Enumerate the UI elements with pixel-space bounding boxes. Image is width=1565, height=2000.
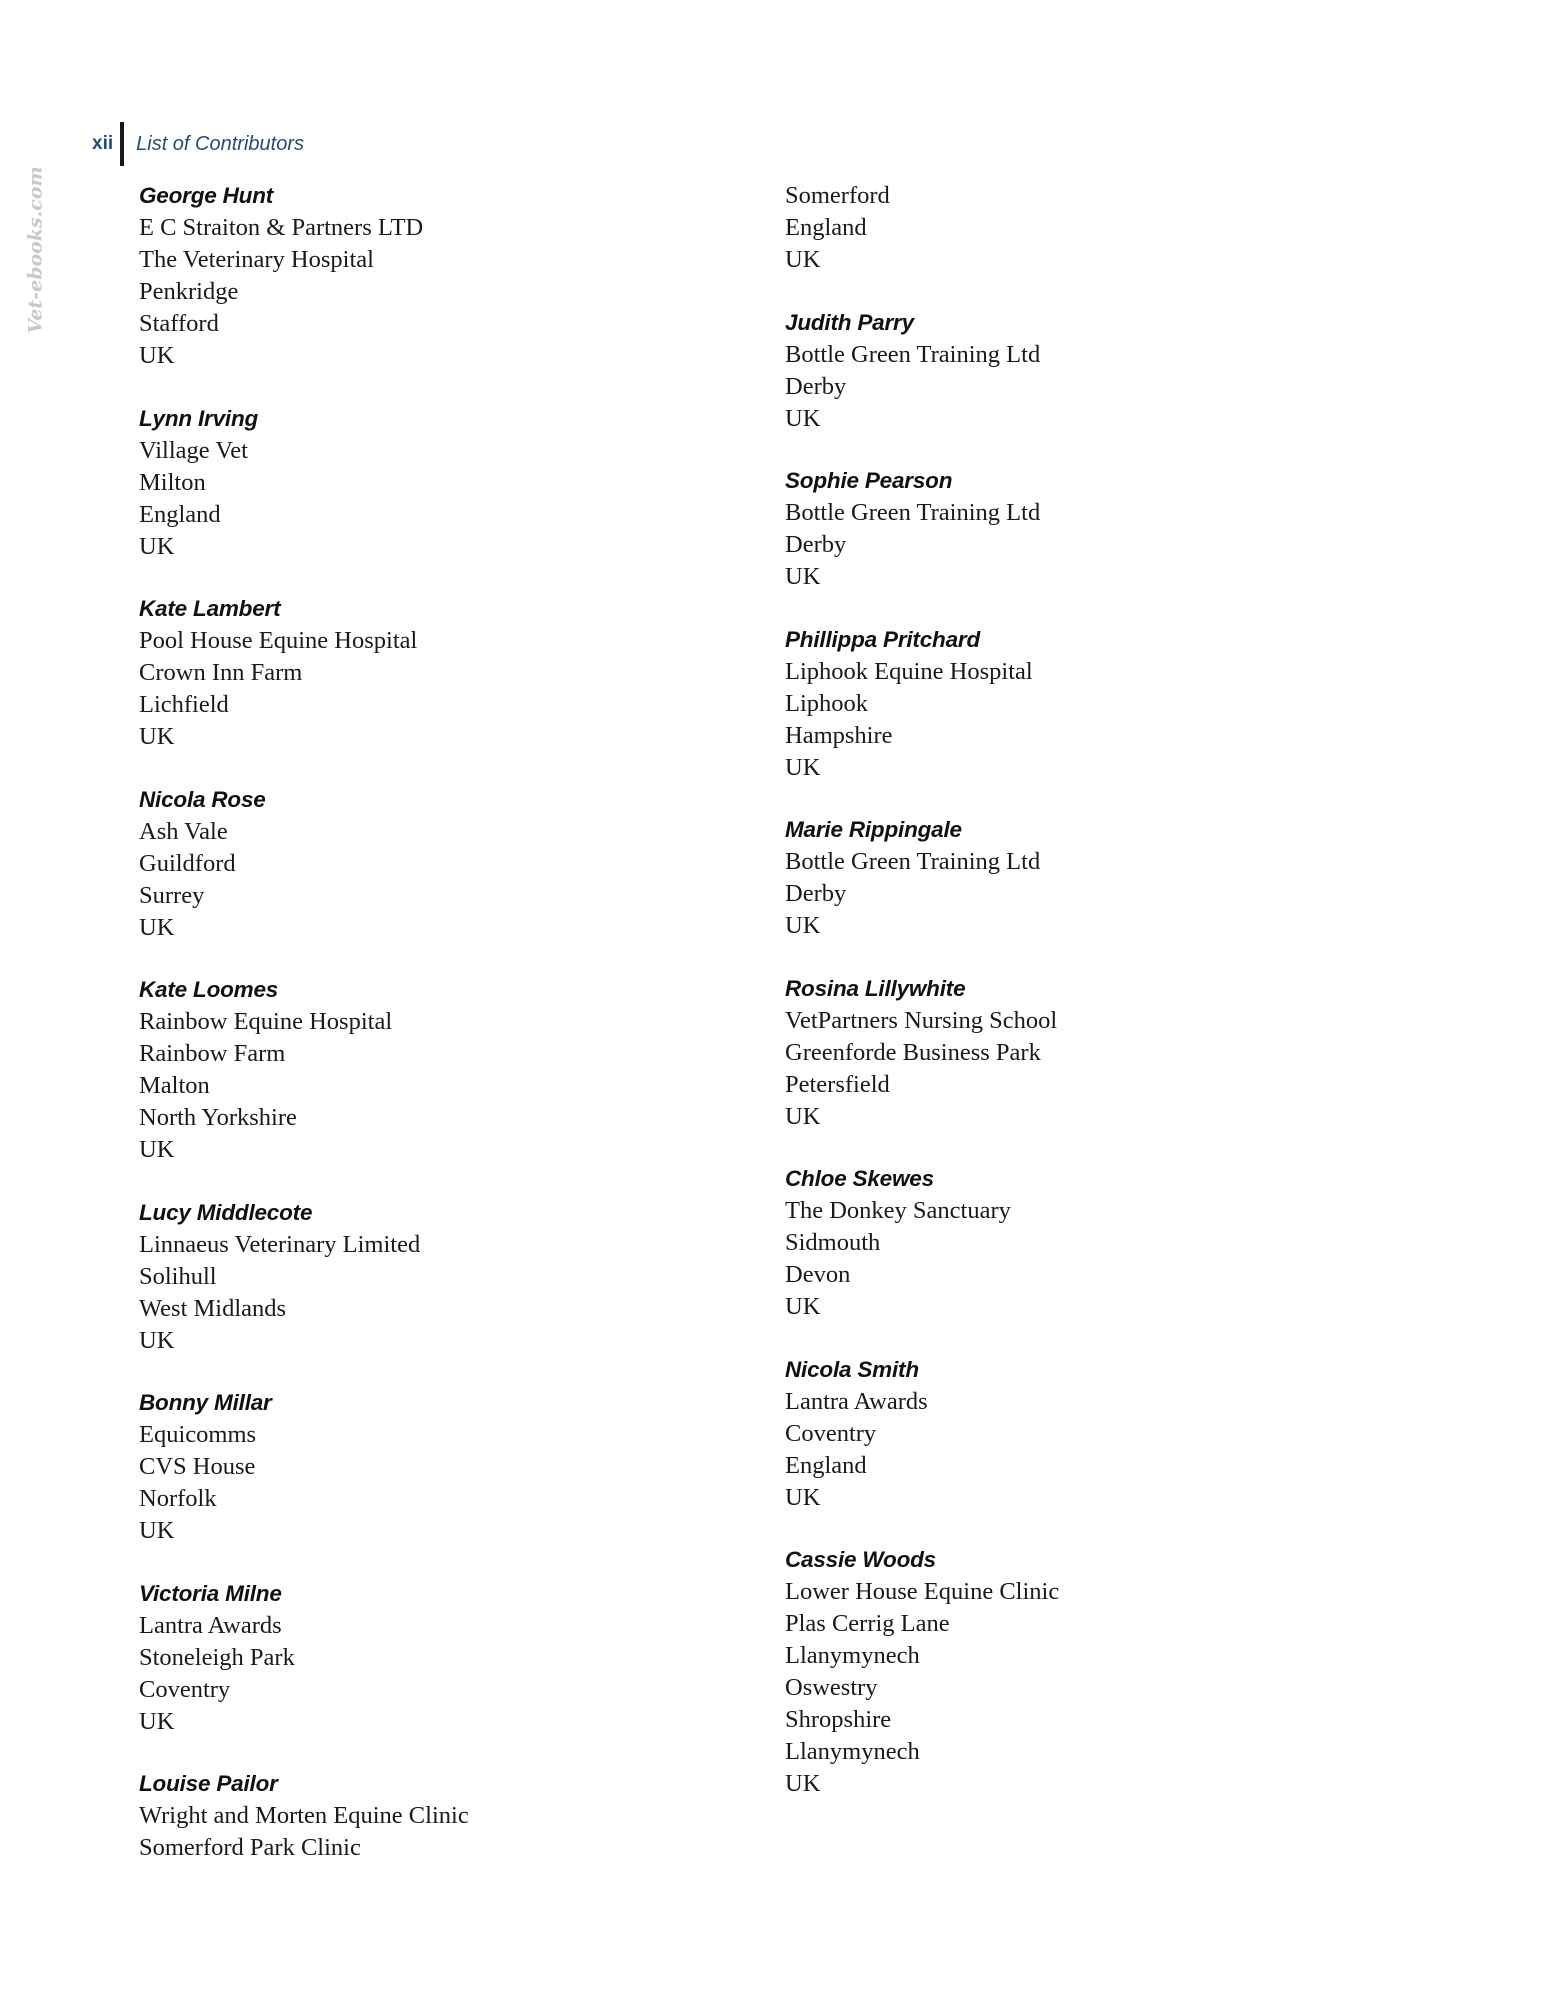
affiliation-line: Derby [785,531,847,558]
contributor-entry [785,307,1385,435]
affiliation-line: Liphook [785,689,869,717]
running-title: List of Contributors [136,132,304,155]
contributor-name: Kate Lambert [139,596,281,621]
affiliation-line: The Donkey Sanctuary [785,1197,1011,1224]
contributor-entry [139,784,739,944]
contributor-name: George Hunt [139,183,274,208]
affiliation-line: Petersfield [785,1070,890,1098]
affiliation-line: UK [139,1517,175,1544]
affiliation-line: UK [785,1770,821,1797]
affiliation-line: England [785,214,867,241]
contributor-entry [785,973,1385,1133]
contributor-name: Judith Parry [785,309,914,335]
affiliation-line: Guildford [139,849,236,877]
affiliation-line: Solihull [139,1262,217,1290]
contributor-name: Rosina Lillywhite [785,975,966,1001]
affiliation-line: UK [785,563,821,590]
affiliation-line: Greenforde Business Park [785,1038,1041,1066]
contributor-name: Cassie Woods [785,1547,936,1572]
contributor-entry [785,1354,1385,1514]
contributor-name: Nicola Rose [139,786,266,812]
contributor-entry [139,1578,739,1738]
affiliation-line: CVS House [139,1453,256,1480]
contributor-entry [139,1387,739,1547]
affiliation-line: Plas Cerrig Lane [785,1610,950,1637]
contributor-name: Phillippa Pritchard [785,626,980,652]
affiliation-line: Somerford [785,182,890,209]
affiliation-line: Llanymynech [785,1642,920,1669]
affiliation-line: UK [785,753,821,781]
affiliation-line: UK [139,913,175,941]
affiliation-line: Coventry [785,1419,877,1447]
affiliation-line: Bottle Green Training Ltd [785,340,1041,368]
affiliation-line: England [139,500,221,528]
contributor-entry [139,1768,739,1864]
watermark-logo [6,166,66,334]
affiliation-line: North Yorkshire [139,1104,297,1131]
affiliation-line: Derby [785,880,847,907]
contributor-entry [139,974,739,1166]
contributor-name: Lynn Irving [139,405,259,431]
contributors-column-left [139,180,739,1895]
affiliation-line: England [785,1451,867,1479]
affiliation-line: UK [785,912,821,939]
affiliation-line: Pool House Equine Hospital [139,627,418,654]
affiliation-line: Derby [785,372,847,400]
affiliation-line: Norfolk [139,1485,217,1512]
running-header [92,122,304,166]
affiliation-line: UK [139,1326,175,1354]
contributor-entry [785,624,1385,784]
affiliation-line: UK [785,1102,821,1130]
affiliation-line: UK [785,1293,821,1320]
contributor-entry [139,403,739,563]
affiliation-line: Malton [139,1072,210,1099]
affiliation-line: Devon [785,1261,851,1288]
affiliation-line: Lower House Equine Clinic [785,1578,1060,1605]
page-number: xii [92,133,114,154]
affiliation-line: Sidmouth [785,1229,881,1256]
contributor-entry [785,465,1385,593]
contributor-entry [785,1163,1385,1323]
affiliation-line: Bottle Green Training Ltd [785,499,1041,526]
affiliation-line: West Midlands [139,1294,287,1322]
affiliation-line: Oswestry [785,1674,878,1701]
affiliation-line: Wright and Morten Equine Clinic [139,1802,469,1829]
affiliation-line: Lichfield [139,691,229,718]
affiliation-line: Coventry [139,1675,231,1703]
affiliation-line: Village Vet [139,436,248,464]
affiliation-line: Surrey [139,881,205,909]
contributor-name: Chloe Skewes [785,1166,934,1191]
affiliation-line: Penkridge [139,278,239,305]
contributor-entry [785,814,1385,942]
affiliation-line: Llanymynech [785,1738,920,1765]
affiliation-line: Crown Inn Farm [139,659,303,686]
affiliation-line: UK [785,1483,821,1511]
affiliation-line: UK [139,723,175,750]
contributor-entry [139,180,739,372]
contributors-column-right [785,180,1385,1831]
contributor-name: Marie Rippingale [785,817,962,842]
contributor-entry [139,593,739,753]
affiliation-line: Lantra Awards [139,1611,282,1639]
affiliation-line: The Veterinary Hospital [139,246,374,273]
watermark-text: Vet-ebooks.com [25,166,48,334]
affiliation-line: Somerford Park Clinic [139,1834,361,1861]
affiliation-line: Rainbow Farm [139,1040,286,1067]
affiliation-line: Rainbow Equine Hospital [139,1008,393,1035]
contributor-name: Kate Loomes [139,977,279,1002]
affiliation-line: Milton [139,468,206,496]
contributor-entry [785,1544,1385,1800]
affiliation-line: VetPartners Nursing School [785,1006,1058,1034]
affiliation-line: E C Straiton & Partners LTD [139,214,424,241]
contributor-name: Sophie Pearson [785,468,953,493]
affiliation-line: Lantra Awards [785,1387,928,1415]
contributor-name: Lucy Middlecote [139,1199,313,1225]
affiliation-line: Stafford [139,310,219,337]
contributor-entry [139,1197,739,1357]
affiliation-line: UK [139,342,175,369]
contributor-name: Nicola Smith [785,1356,919,1382]
contributor-entry [785,180,1385,276]
affiliation-line: UK [139,1707,175,1735]
affiliation-line: UK [139,532,175,560]
contributor-name: Victoria Milne [139,1580,282,1606]
affiliation-line: Liphook Equine Hospital [785,657,1033,685]
affiliation-line: Bottle Green Training Ltd [785,848,1041,875]
contributor-name: Bonny Millar [139,1390,272,1415]
affiliation-line: UK [785,404,821,432]
affiliation-line: Shropshire [785,1706,892,1733]
affiliation-line: UK [139,1136,175,1163]
affiliation-line: Linnaeus Veterinary Limited [139,1230,421,1258]
affiliation-line: UK [785,246,821,273]
affiliation-line: Hampshire [785,721,893,749]
contributor-name: Louise Pailor [139,1771,278,1796]
affiliation-line: Ash Vale [139,817,228,845]
affiliation-line: Equicomms [139,1421,257,1448]
affiliation-line: Stoneleigh Park [139,1643,295,1671]
